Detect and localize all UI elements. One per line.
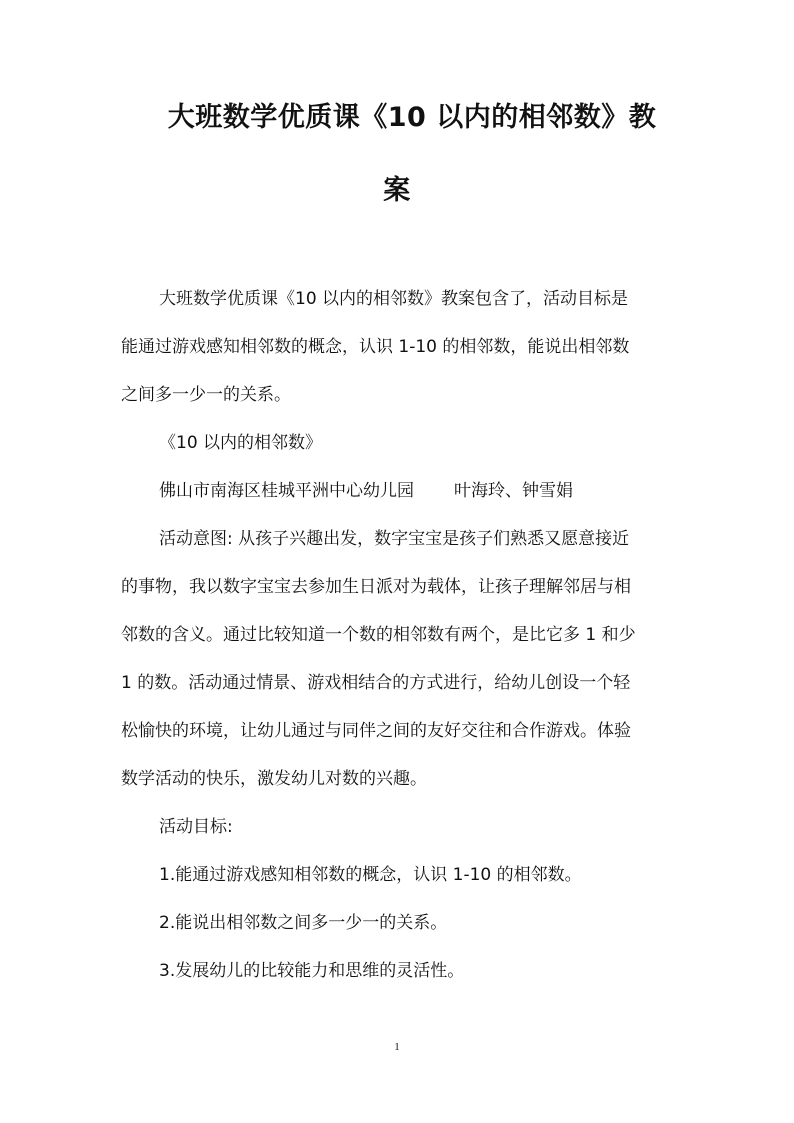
document-title-line-1: 大班数学优质课《10 以内的相邻数》教 <box>167 102 657 133</box>
intent-line-3: 邻数的含义。通过比较知道一个数的相邻数有两个，是比它多 1 和少 <box>121 625 636 645</box>
intro-line-2: 能通过游戏感知相邻数的概念，认识 1-10 的相邻数，能说出相邻数 <box>121 337 630 357</box>
intent-line-6: 数学活动的快乐，激发幼儿对数的兴趣。 <box>121 769 427 789</box>
intent-line-4: 1 的数。活动通过情景、游戏相结合的方式进行，给幼儿创设一个轻 <box>121 673 631 693</box>
intent-line-1: 活动意图: 从孩子兴趣出发，数字宝宝是孩子们熟悉又愿意接近 <box>159 529 630 549</box>
goals-heading: 活动目标: <box>159 817 233 837</box>
lesson-subtitle: 《10 以内的相邻数》 <box>159 433 323 453</box>
goal-item-3: 3.发展幼儿的比较能力和思维的灵活性。 <box>159 961 465 981</box>
intro-line-1: 大班数学优质课《10 以内的相邻数》教案包含了，活动目标是 <box>159 289 629 309</box>
intro-line-3: 之间多一少一的关系。 <box>121 385 291 405</box>
page-number: 1 <box>394 1041 400 1053</box>
goal-item-2: 2.能说出相邻数之间多一少一的关系。 <box>159 913 448 933</box>
document-title-line-2: 案 <box>383 175 411 206</box>
author-line <box>159 479 573 503</box>
author-org: 佛山市南海区桂城平洲中心幼儿园 <box>159 481 414 501</box>
intent-line-2: 的事物，我以数字宝宝去参加生日派对为载体，让孩子理解邻居与相 <box>121 577 631 597</box>
author-names: 叶海玲、钟雪娟 <box>454 481 573 501</box>
intent-line-5: 松愉快的环境，让幼儿通过与同伴之间的友好交往和合作游戏。体验 <box>121 721 631 741</box>
goal-item-1: 1.能通过游戏感知相邻数的概念，认识 1-10 的相邻数。 <box>159 865 582 885</box>
